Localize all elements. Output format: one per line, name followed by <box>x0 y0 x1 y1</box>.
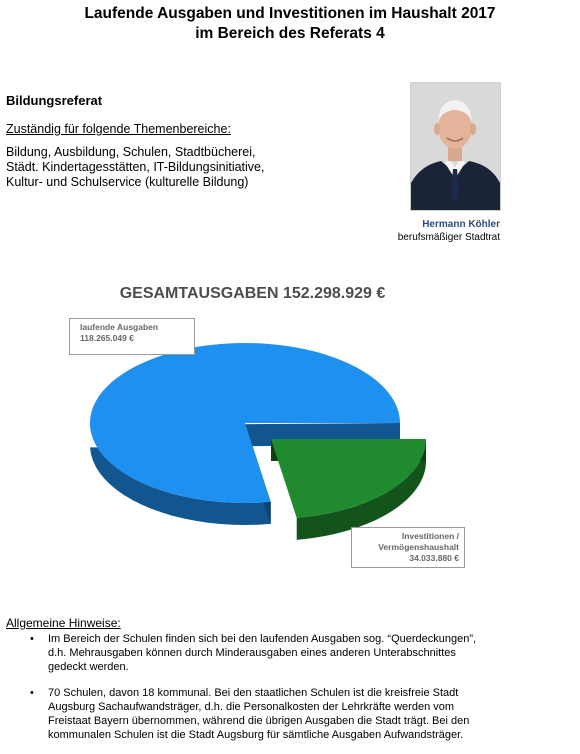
bullet-icon: • <box>30 633 34 645</box>
slice-label-investitionen: Investitionen / <box>401 531 459 541</box>
person-role: berufsmäßiger Stadtrat <box>397 232 500 243</box>
topics-line-2: Städt. Kindertagesstätten, IT-Bildungsinitiative, <box>6 160 265 174</box>
topics-line-3: Kultur- und Schulservice (kulturelle Bildung) <box>6 175 249 189</box>
topics-text <box>6 145 336 190</box>
hints-title: Allgemeine Hinweise: <box>6 616 121 630</box>
hint-line: 70 Schulen, davon 18 kommunal. Bei den staatlichen Schulen ist die kreisfreie Stadt <box>48 687 459 699</box>
responsible-label: Zuständig für folgende Themenbereiche: <box>6 122 231 136</box>
slice-label-investitionen-2: Vermögenshaushalt <box>378 542 459 552</box>
bullet-icon: • <box>30 687 34 699</box>
department-name: Bildungsreferat <box>6 93 103 108</box>
hint-line: gedeckt werden. <box>48 661 129 673</box>
slice-label-laufende: laufende Ausgaben <box>80 322 159 332</box>
slice-value-investitionen: 34.033.880 € <box>409 553 459 563</box>
portrait-illustration <box>411 83 500 210</box>
slice-top-1 <box>271 439 426 518</box>
hint-item <box>30 632 560 674</box>
title-line-1: Laufende Ausgaben und Investitionen im Haushalt 2017 <box>84 5 496 22</box>
person-name: Hermann Köhler <box>422 219 500 230</box>
portrait-photo <box>410 82 501 211</box>
hint-line: Freistaat Bayern übernommen, während die übrigen Ausgaben die Stadt trägt. Bei den <box>48 715 470 727</box>
hint-line: Augsburg Sachaufwandsträger, d.h. die Personalkosten der Lehrkräfte werden vom <box>48 701 455 713</box>
hints-list <box>30 632 560 754</box>
callout-investitionen <box>351 527 465 568</box>
hint-line: d.h. Mehrausgaben können durch Minderausgaben eines anderen Unterabschnittes <box>48 647 456 659</box>
topics-line-1: Bildung, Ausbildung, Schulen, Stadtbücherei, <box>6 145 256 159</box>
page-title <box>0 4 580 44</box>
hint-item <box>30 686 560 742</box>
hint-line: kommunalen Schulen ist die Stadt Augsburg für sämtliche Ausgaben Aufwandsträger. <box>48 729 464 741</box>
title-line-2: im Bereich des Referats 4 <box>195 25 385 42</box>
callout-laufende-ausgaben <box>69 318 195 355</box>
hint-line: Im Bereich der Schulen finden sich bei den laufenden Ausgaben sog. “Querdeckungen”, <box>48 633 477 645</box>
slice-value-laufende: 118.265.049 € <box>80 333 134 343</box>
chart-title: GESAMTAUSGABEN 152.298.929 € <box>119 285 386 302</box>
